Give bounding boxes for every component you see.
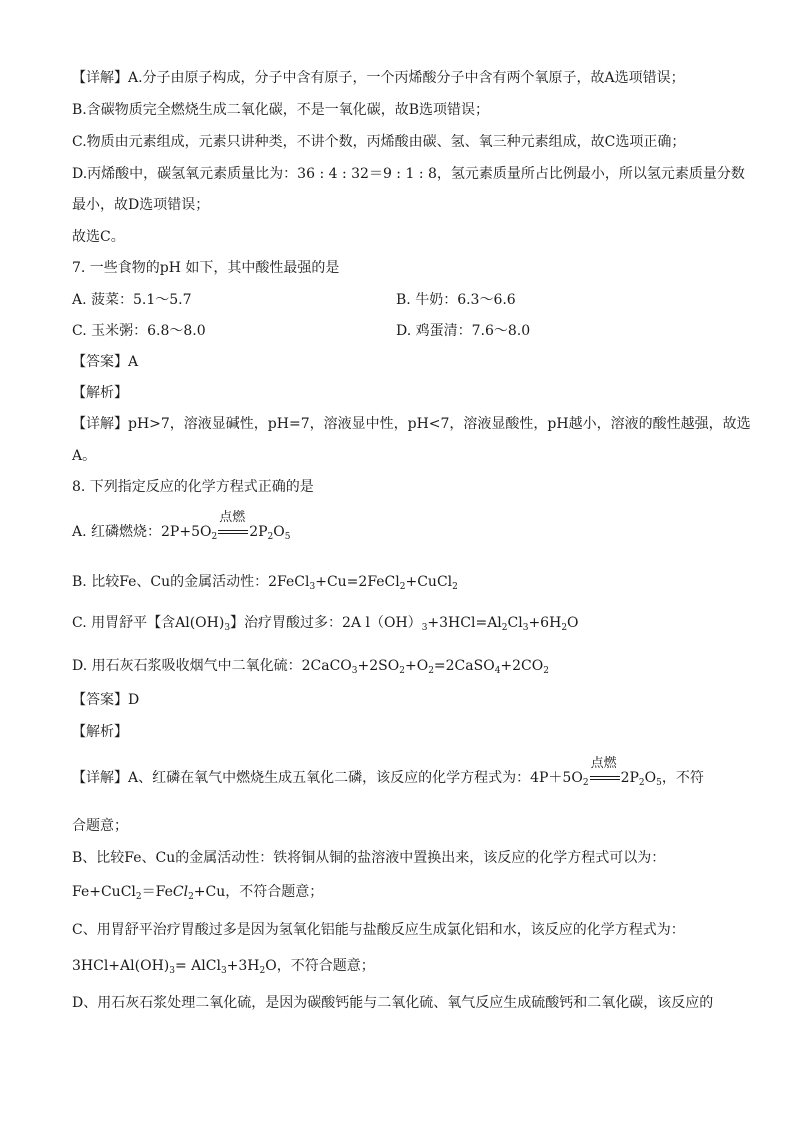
- q7-detail-cont: A。: [72, 448, 97, 464]
- q8-option-d: D. 用石灰石浆吸收烟气中二氧化硫：$2CaCO_3+2SO_2+O_2=2CaSO_4+2CO_2$: [72, 658, 549, 676]
- q8-detail-b-tail: ，不符合题意；: [225, 884, 324, 900]
- q8-option-b-label: B. 比较Fe、Cu的金属活动性：2FeCl: [72, 574, 310, 590]
- q8-option-a: A. 红磷燃烧：$2P+5O_2$ 点燃 $2P_2O_5$: [72, 510, 291, 542]
- reaction-condition: [217, 510, 249, 542]
- q8-detail-c-tail: ，不符合题意；: [276, 958, 375, 974]
- q6-detail-d-cont: 最小，故D选项错误；: [72, 197, 210, 213]
- q8-option-d-label: D. 用石灰石浆吸收烟气中二氧化硫：2CaCO: [72, 658, 352, 674]
- q8-detail-c-equation: $3HCl+Al(OH)_3=$ $AlCl_3+3H_2O$，不符合题意；: [72, 958, 375, 976]
- q8-option-a-label: A. 红磷燃烧：2P+5O: [72, 524, 212, 540]
- q7-stem: 7. 一些食物的pH 如下，其中酸性最强的是: [72, 260, 340, 276]
- q8-option-b: B. 比较Fe、Cu的金属活动性：2FeCl$_3$+Cu=2FeCl$_2$+CuCl$_2$: [72, 574, 458, 592]
- condition-label: 点燃: [219, 510, 246, 525]
- q8-detail-a-cont: 合题意；: [72, 818, 128, 834]
- q8-option-c-label: C. 用胃舒平【含Al(OH): [72, 615, 225, 631]
- q8-option-c-text: 】治疗胃酸过多：2A l（OH）: [230, 615, 422, 631]
- q8-detail-b: B、比较Fe、Cu的金属活动性：铁将铜从铜的盐溶液中置换出来，该反应的化学方程式可以为：: [72, 850, 666, 866]
- q7-option-c: C. 玉米粥：6.8～8.0: [72, 323, 206, 339]
- reaction-condition-2: [589, 756, 621, 788]
- q7-option-a: A. 菠菜：5.1～5.7: [72, 292, 192, 308]
- condition-label-2: 点燃: [590, 756, 617, 771]
- q6-detail-c: C.物质由元素组成，元素只讲种类，不讲个数，丙烯酸由碳、氢、氧三种元素组成，故C选项正确；: [72, 134, 686, 150]
- q8-detail-a-text: 【详解】A、红磷在氧气中燃烧生成五氧化二磷，该反应的化学方程式为：4P＋5O: [72, 770, 583, 786]
- q8-detail-c: C、用胃舒平治疗胃酸过多是因为氢氧化铝能与盐酸反应生成氯化铝和水，该反应的化学方程式为：: [72, 922, 685, 938]
- q7-analysis-heading: 【解析】: [72, 385, 128, 401]
- q8-detail-b-equation: Fe+CuCl$_2$＝FeCl$_2$+Cu，不符合题意；: [72, 884, 324, 902]
- q8-stem: 8. 下列指定反应的化学方程式正确的是: [72, 479, 314, 495]
- q8-option-c: C. 用胃舒平【含$Al(OH)_3$】治疗胃酸过多：2A $l(OH)_3+3HCl=Al_2Cl_3+6H_2O$: [72, 615, 579, 633]
- q8-detail-d: D、用石灰石浆处理二氧化硫，是因为碳酸钙能与二氧化硫、氧气反应生成硫酸钙和二氧化碳，该反应的: [72, 995, 714, 1011]
- q7-detail: 【详解】pH>7，溶液显碱性，pH=7，溶液显中性，pH<7，溶液显酸性，pH越小，溶液的酸性越强，故选: [72, 416, 751, 432]
- q6-detail-d: D.丙烯酸中，碳氢氧元素质量比为：36 : 4 : 32＝9 : 1 : 8，氢元素质量所占比例最小，所以氢元素质量分数: [72, 166, 745, 182]
- q6-detail-b: B.含碳物质完全燃烧生成二氧化碳，不是一氧化碳，故B选项错误；: [72, 102, 490, 118]
- q7-answer: 【答案】A: [72, 354, 139, 370]
- q6-detail-a: 【详解】A.分子由原子构成，分子中含有原子，一个丙烯酸分子中含有两个氧原子，故A选项错误；: [72, 70, 685, 86]
- q8-answer: 【答案】D: [72, 692, 140, 708]
- q7-option-b: B. 牛奶：6.3～6.6: [396, 292, 516, 308]
- q8-detail-a-tail: ，不符: [661, 770, 704, 786]
- q8-detail-a: 【详解】A、红磷在氧气中燃烧生成五氧化二磷，该反应的化学方程式为：$4P+5O_2$ 点燃 $2P_2O_5$，不符: [72, 756, 704, 788]
- q8-analysis-heading: 【解析】: [72, 724, 128, 740]
- q6-conclusion: 故选C。: [72, 229, 125, 245]
- q7-option-d: D. 鸡蛋清：7.6～8.0: [396, 323, 531, 339]
